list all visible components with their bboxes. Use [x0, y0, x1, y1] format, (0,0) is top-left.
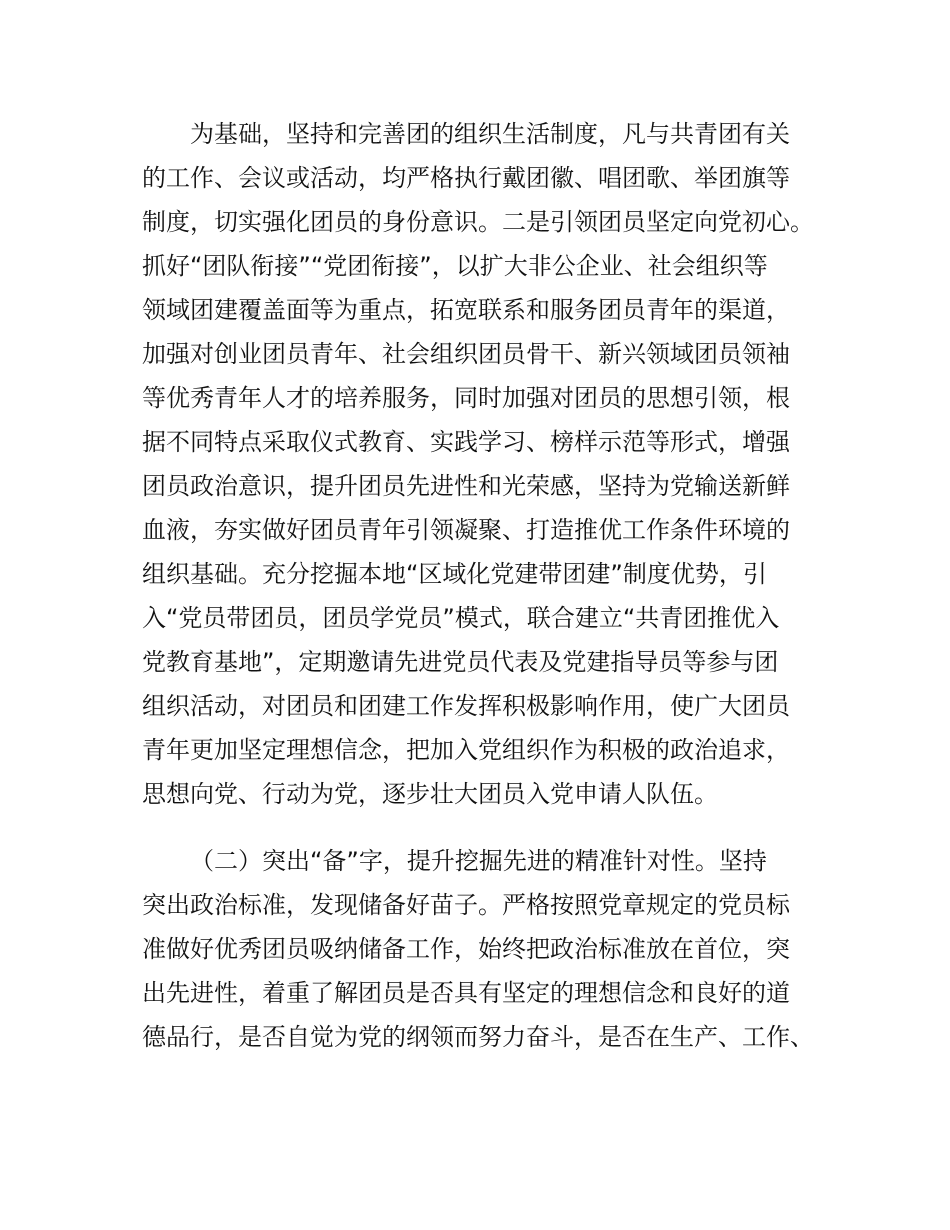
paragraph-line: 青年更加坚定理想信念，把加入党组织作为积极的政治追求，	[142, 736, 790, 764]
paragraph-line: 加强对创业团员青年、社会组织团员骨干、新兴领域团员领袖	[142, 340, 790, 368]
paragraph-line: 为基础，坚持和完善团的组织生活制度，凡与共青团有关	[190, 120, 790, 148]
paragraph-2	[142, 839, 832, 1059]
paragraph-line: 组织基础。充分挖掘本地“区域化党建带团建”制度优势，引	[142, 560, 767, 588]
paragraph-spacer	[142, 816, 832, 839]
paragraph-line: 血液，夯实做好团员青年引领凝聚、打造推优工作条件环境的	[142, 516, 790, 544]
paragraph-line: 突出政治标准，发现储备好苗子。严格按照党章规定的党员标	[142, 891, 790, 919]
paragraph-1	[142, 112, 832, 816]
paragraph-line: 思想向党、行动为党，逐步壮大团员入党申请人队伍。	[142, 780, 718, 808]
paragraph-line: 党教育基地”，定期邀请先进党员代表及党建指导员等参与团	[142, 648, 779, 676]
paragraph-line: 的工作、会议或活动，均严格执行戴团徽、唱团歌、举团旗等	[142, 164, 790, 192]
paragraph-line: （二）突出“备”字，提升挖掘先进的精准针对性。坚持	[190, 847, 767, 875]
paragraph-line: 领域团建覆盖面等为重点，拓宽联系和服务团员青年的渠道，	[142, 296, 790, 324]
document-body	[142, 112, 832, 1059]
paragraph-line: 德品行，是否自觉为党的纲领而努力奋斗，是否在生产、工作、	[142, 1023, 814, 1051]
paragraph-line: 出先进性，着重了解团员是否具有坚定的理想信念和良好的道	[142, 979, 790, 1007]
paragraph-line: 制度，切实强化团员的身份意识。二是引领团员坚定向党初心。	[142, 208, 814, 236]
paragraph-line: 抓好“团队衔接”“党团衔接”，以扩大非公企业、社会组织等	[142, 252, 768, 280]
paragraph-line: 组织活动，对团员和团建工作发挥积极影响作用，使广大团员	[142, 692, 790, 720]
paragraph-line: 团员政治意识，提升团员先进性和光荣感，坚持为党输送新鲜	[142, 472, 790, 500]
paragraph-line: 等优秀青年人才的培养服务，同时加强对团员的思想引领，根	[142, 384, 790, 412]
paragraph-line: 入“党员带团员，团员学党员”模式，联合建立“共青团推优入	[142, 604, 780, 632]
paragraph-line: 准做好优秀团员吸纳储备工作，始终把政治标准放在首位，突	[142, 935, 790, 963]
paragraph-line: 据不同特点采取仪式教育、实践学习、榜样示范等形式，增强	[142, 428, 790, 456]
